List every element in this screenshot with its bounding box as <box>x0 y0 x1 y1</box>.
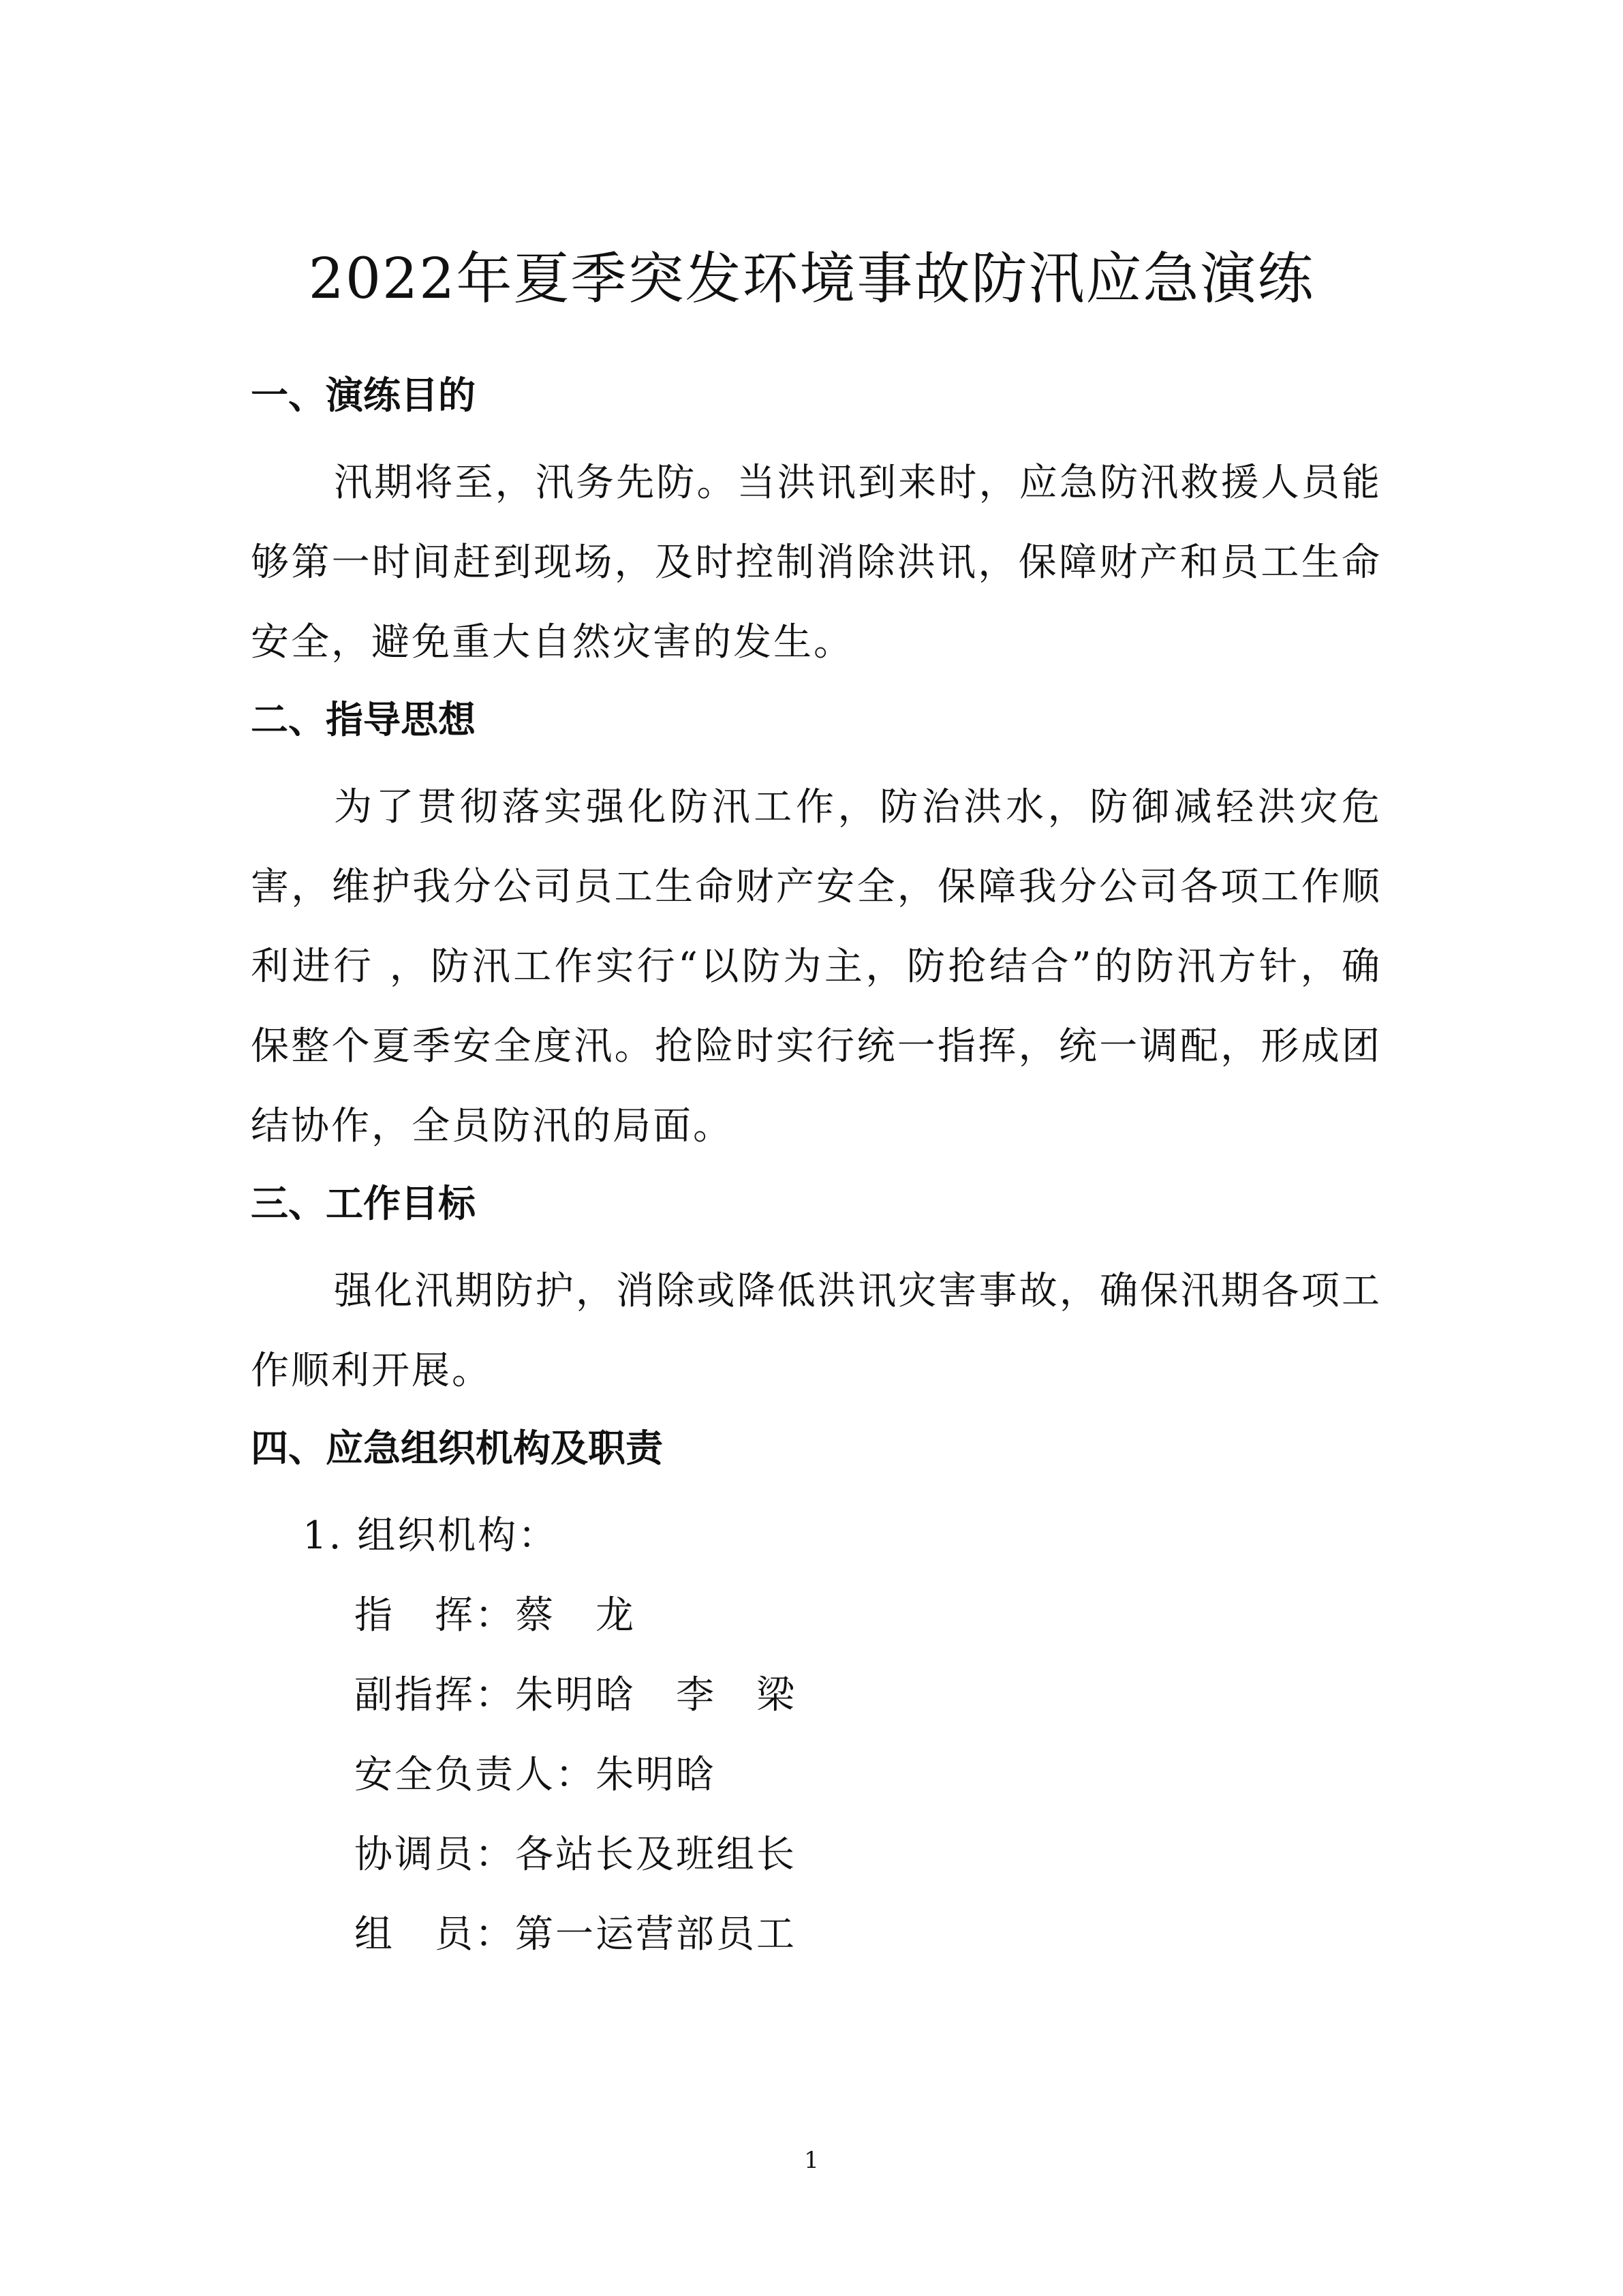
section-paragraph-guiding-ideology: 为了贯彻落实强化防汛工作，防治洪水，防御减轻洪灾危害，维护我分公司员工生命财产安全，保障我分公司各项工作顺利进行 ，防汛工作实行“以防为主，防抢结合”的防汛方针，确保整个夏季安全度汛。抢险时实行统一指挥，统一调配，形成团结协作，全员防汛的局面。 <box>251 785 1382 1148</box>
org-row-coordinator: 协调员：各站长及班组长 <box>354 1833 797 1877</box>
section-heading-organization: 四、应急组织机构及职责 <box>251 1426 664 1470</box>
section-heading-purpose: 一、演练目的 <box>251 373 476 417</box>
section-heading-guiding-ideology: 二、指导思想 <box>251 698 476 741</box>
document-title: 2022年夏季突发环境事故防汛应急演练 <box>308 246 1315 311</box>
section-heading-work-goals: 三、工作目标 <box>251 1182 476 1225</box>
section-paragraph-purpose: 汛期将至，汛务先防。当洪讯到来时，应急防汛救援人员能够第一时间赶到现场，及时控制消除洪讯，保障财产和员工生命安全，避免重大自然灾害的发生。 <box>251 461 1382 664</box>
section-paragraph-work-goals: 强化汛期防护，消除或降低洪讯灾害事故，确保汛期各项工作顺利开展。 <box>251 1269 1382 1393</box>
page-number: 1 <box>804 2147 819 2174</box>
org-structure-title: 1. 组织机构： <box>303 1514 559 1558</box>
org-row-deputy-commander: 副指挥：朱明晗 李 梁 <box>354 1673 797 1717</box>
document-body <box>251 368 1382 1974</box>
org-row-safety-officer: 安全负责人：朱明晗 <box>354 1753 716 1797</box>
org-row-commander: 指 挥：蔡 龙 <box>354 1593 636 1638</box>
org-row-members: 组 员：第一运营部员工 <box>354 1912 797 1957</box>
